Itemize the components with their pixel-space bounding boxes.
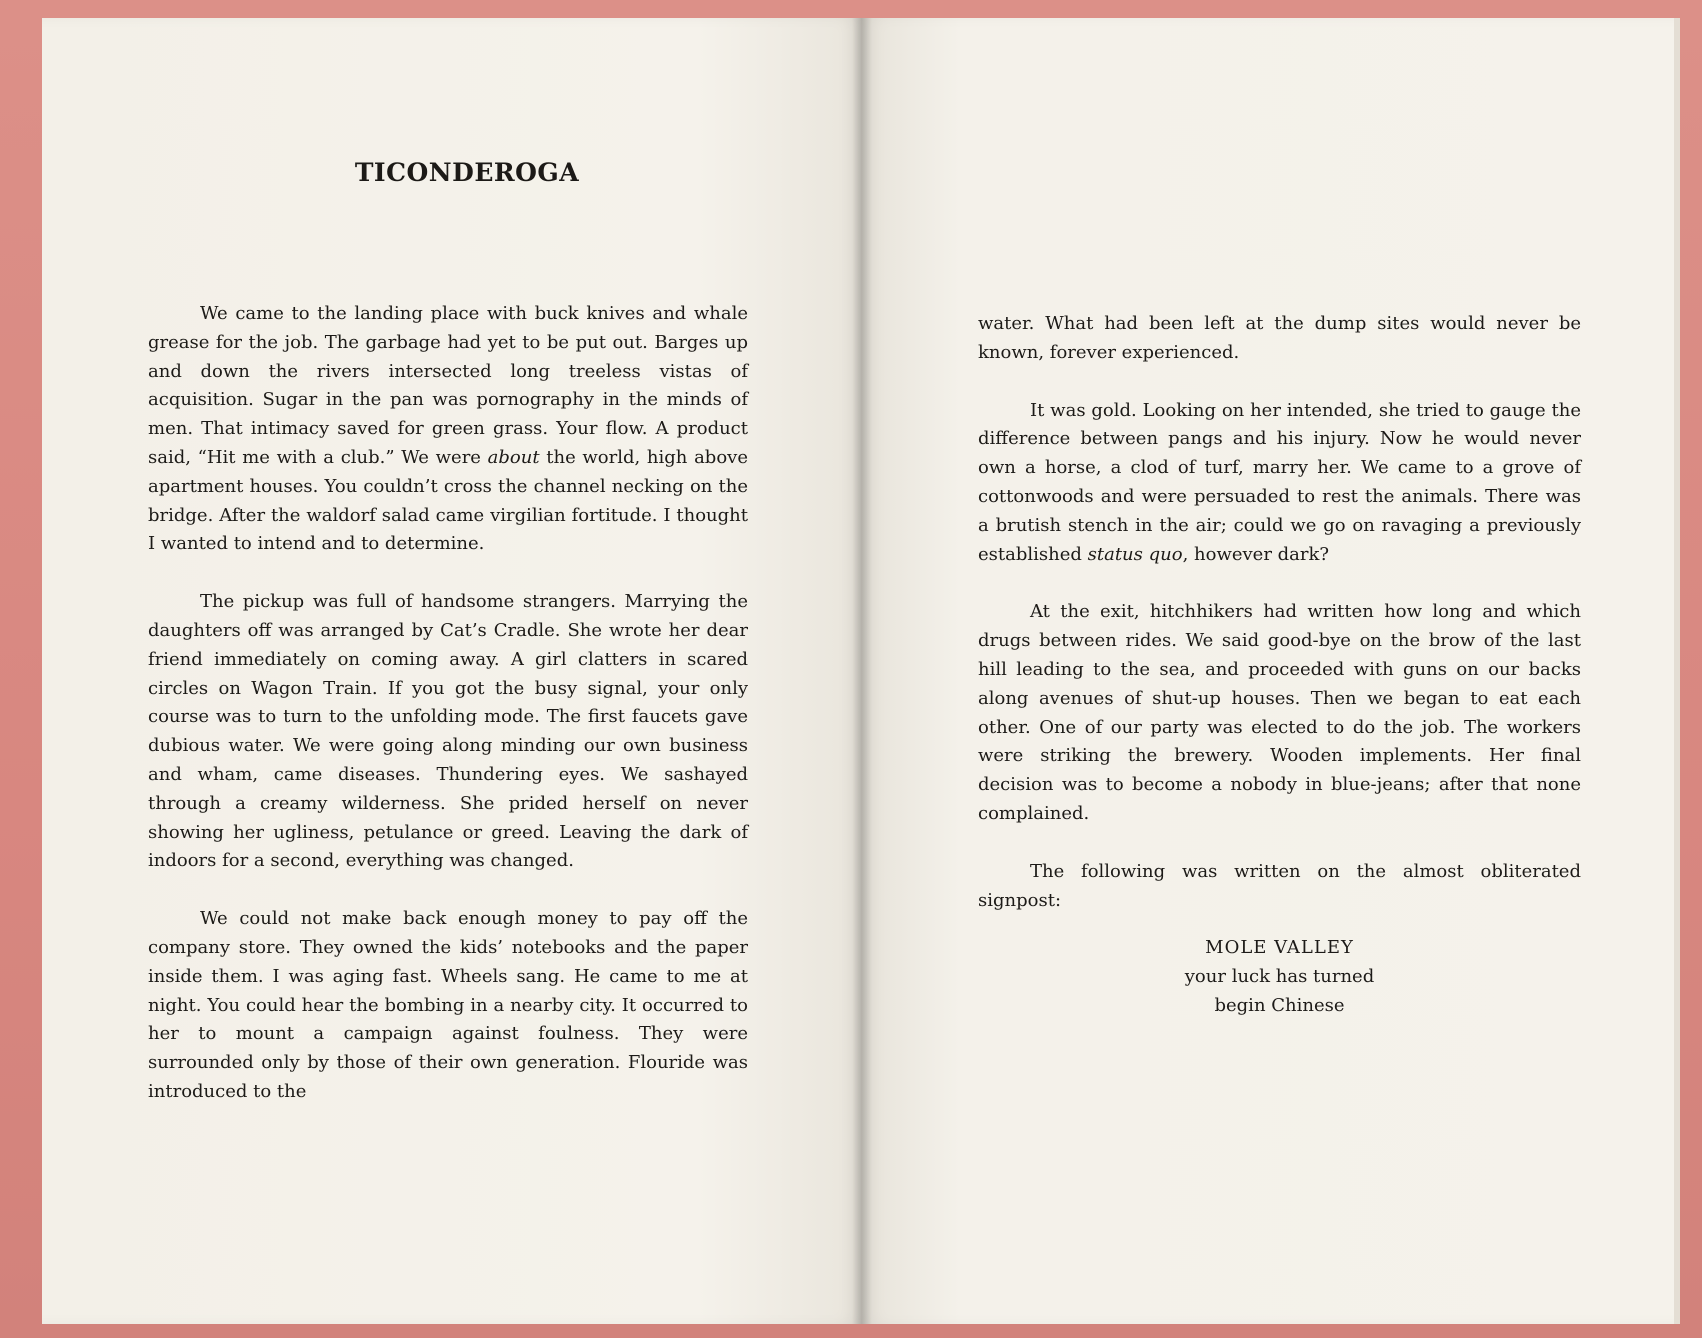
continued-paragraph: water. What had been left at the dump sites would never be known, forever experienced. (978, 313, 1581, 363)
paragraph-text: the world, high above apartment houses. You couldn’t cross the channel necking on the bridge. After the waldorf salad came virgilian fortitude. I thought I wanted to intend and to determine. (148, 446, 748, 555)
paragraph-text: We came to the landing place with buck knives and whale grease for the job. The garbage had yet to be put out. Barges up and down the rivers intersected long treeless vistas of acquisition. Sugar in the pan was pornography in the minds of men. That intimacy saved for green grass. Your flow. A product said, “Hit me with a club.” We were (148, 303, 748, 468)
book-gutter (852, 18, 872, 1324)
right-page (862, 18, 1680, 1324)
signpost-line: begin Chinese (1214, 995, 1345, 1017)
paragraph-text: , however dark? (1182, 543, 1330, 565)
paragraph: At the exit, hitchhikers had written how long and which drugs between rides. We said good-bye on the brow of the last hill leading to the sea, and proceeded with guns on our backs along avenues of shut-up houses. Then we began to eat each other. One of our party was elected to do the job. The workers were striking the brewery. Wooden implements. Her final decision was to become a nobody in blue-jeans; after that none complained. (978, 601, 1581, 824)
signpost-title: MOLE VALLEY (1205, 937, 1354, 959)
chapter-title: TICONDEROGA (354, 158, 580, 187)
right-page-text (978, 310, 1581, 1020)
emphasis-text: status quo (1087, 543, 1183, 565)
page-edge (1674, 18, 1680, 1324)
left-page-text (148, 300, 748, 1136)
paragraph: The pickup was full of handsome strangers. Marrying the daughters off was arranged by Cat’s Cradle. She wrote her dear friend immediately on coming away. A girl clatters in scared circles on Wagon Train. If you got the busy signal, your only course was to turn to the unfolding mode. The first faucets gave dubious water. We were going along minding our own business and wham, came diseases. Thundering eyes. We sashayed through a creamy wilderness. She prided herself on never showing her ugliness, petulance or greed. Leaving the dark of indoors for a second, everything was changed. (148, 591, 748, 872)
paragraph: The following was written on the almost obliterated signpost: (978, 860, 1581, 911)
signpost-line: your luck has turned (1184, 966, 1375, 988)
paragraph (148, 300, 748, 559)
paragraph: We could not make back enough money to pay off the company store. They owned the kids’ notebooks and the paper inside them. I was aging fast. Wheels sang. He came to me at night. You could hear the bombing in a nearby city. It occurred to her to mount a campaign against foulness. They were surrounded only by those of their own generation. Flouride was introduced to the (148, 908, 748, 1102)
paragraph (978, 397, 1581, 570)
emphasis-text: about (487, 446, 540, 468)
left-page (42, 18, 862, 1324)
signpost-verse (978, 933, 1581, 1020)
paragraph-text: It was gold. Looking on her intended, she tried to gauge the difference between pangs and his injury. Now he would never own a horse, a clod of turf, marry her. We came to a grove of cottonwoods and were persuaded to rest the animals. There was a brutish stench in the air; could we go on ravaging a previously established (978, 399, 1581, 565)
